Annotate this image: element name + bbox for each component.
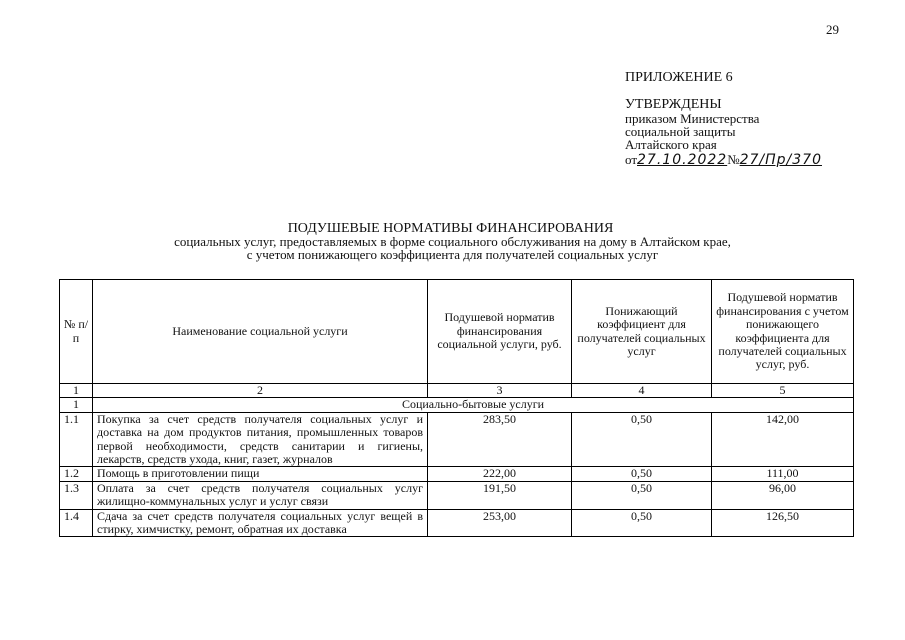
row-number: 1.2 [60,467,93,481]
document-title: ПОДУШЕВЫЕ НОРМАТИВЫ ФИНАНСИРОВАНИЯ [287,221,614,236]
adjusted-norm: 126,50 [712,509,854,537]
adjusted-norm: 111,00 [712,467,854,481]
table-header-row [60,280,854,384]
header-reducing-coefficient: Понижающий коэффициент для получателей социальных услуг [572,280,712,384]
service-name: Помощь в приготовлении пищи [93,467,428,481]
document-subtitle: с учетом понижающего коэффициента для получателей социальных услуг [246,247,659,262]
column-number: 3 [428,384,572,398]
approval-line: приказом Министерства [625,111,760,126]
adjusted-norm: 142,00 [712,412,854,467]
service-name: Оплата за счет средств получателя социальных услуг жилищно-коммунальных услуг и услуг связи [93,481,428,509]
approval-line: Алтайского края [625,137,717,152]
table-row [60,412,854,467]
header-per-capita-norm: Подушевой норматив финансирования социальной услуги, руб. [428,280,572,384]
approval-block [625,71,822,167]
section-row [60,398,854,412]
row-number: 1.4 [60,509,93,537]
per-capita-norm: 191,50 [428,481,572,509]
page-number: 29 [826,22,839,37]
row-number: 1.3 [60,481,93,509]
approved-label: УТВЕРЖДЕНЫ [625,97,722,112]
header-adjusted-norm: Подушевой норматив финансирования с учетом понижающего коэффициента для получателей социальных услуг, руб. [712,280,854,384]
document-subtitle: социальных услуг, предоставляемых в форме социального обслуживания на дому в Алтайском крае, [174,234,731,249]
order-date-number [625,153,822,167]
header-service-name: Наименование социальной услуги [93,280,428,384]
table-row [60,509,854,537]
reducing-coefficient: 0,50 [572,481,712,509]
annex-label: ПРИЛОЖЕНИЕ 6 [625,70,733,85]
section-number: 1 [60,398,93,412]
service-name: Сдача за счет средств получателя социальных услуг вещей в стирку, химчистку, ремонт, обратная их доставка [93,509,428,537]
column-number: 4 [572,384,712,398]
column-number: 1 [60,384,93,398]
header-number: № п/п [60,280,93,384]
service-name: Покупка за счет средств получателя социальных услуг и доставка на дом продуктов питания, промышленных товаров первой необходимости, средств санитарии и гигиены, лекарств, средств ухода, книг, газет, журналов [93,412,428,467]
reducing-coefficient: 0,50 [572,467,712,481]
document-title-block [0,222,905,261]
column-number-row [60,384,854,398]
column-number: 5 [712,384,854,398]
reducing-coefficient: 0,50 [572,509,712,537]
per-capita-norm: 222,00 [428,467,572,481]
handwritten-order-number: 27/Пр/370 [739,152,822,168]
section-title: Социально-бытовые услуги [93,398,854,412]
per-capita-norm: 253,00 [428,509,572,537]
per-capita-norm: 283,50 [428,412,572,467]
table-row [60,481,854,509]
reducing-coefficient: 0,50 [572,412,712,467]
norms-table [59,279,854,537]
column-number: 2 [93,384,428,398]
number-prefix: № [727,152,740,167]
approval-line: социальной защиты [625,124,736,139]
row-number: 1.1 [60,412,93,467]
handwritten-date: 27.10.2022 [637,152,728,168]
adjusted-norm: 96,00 [712,481,854,509]
table-row [60,467,854,481]
from-prefix: от [625,152,638,167]
